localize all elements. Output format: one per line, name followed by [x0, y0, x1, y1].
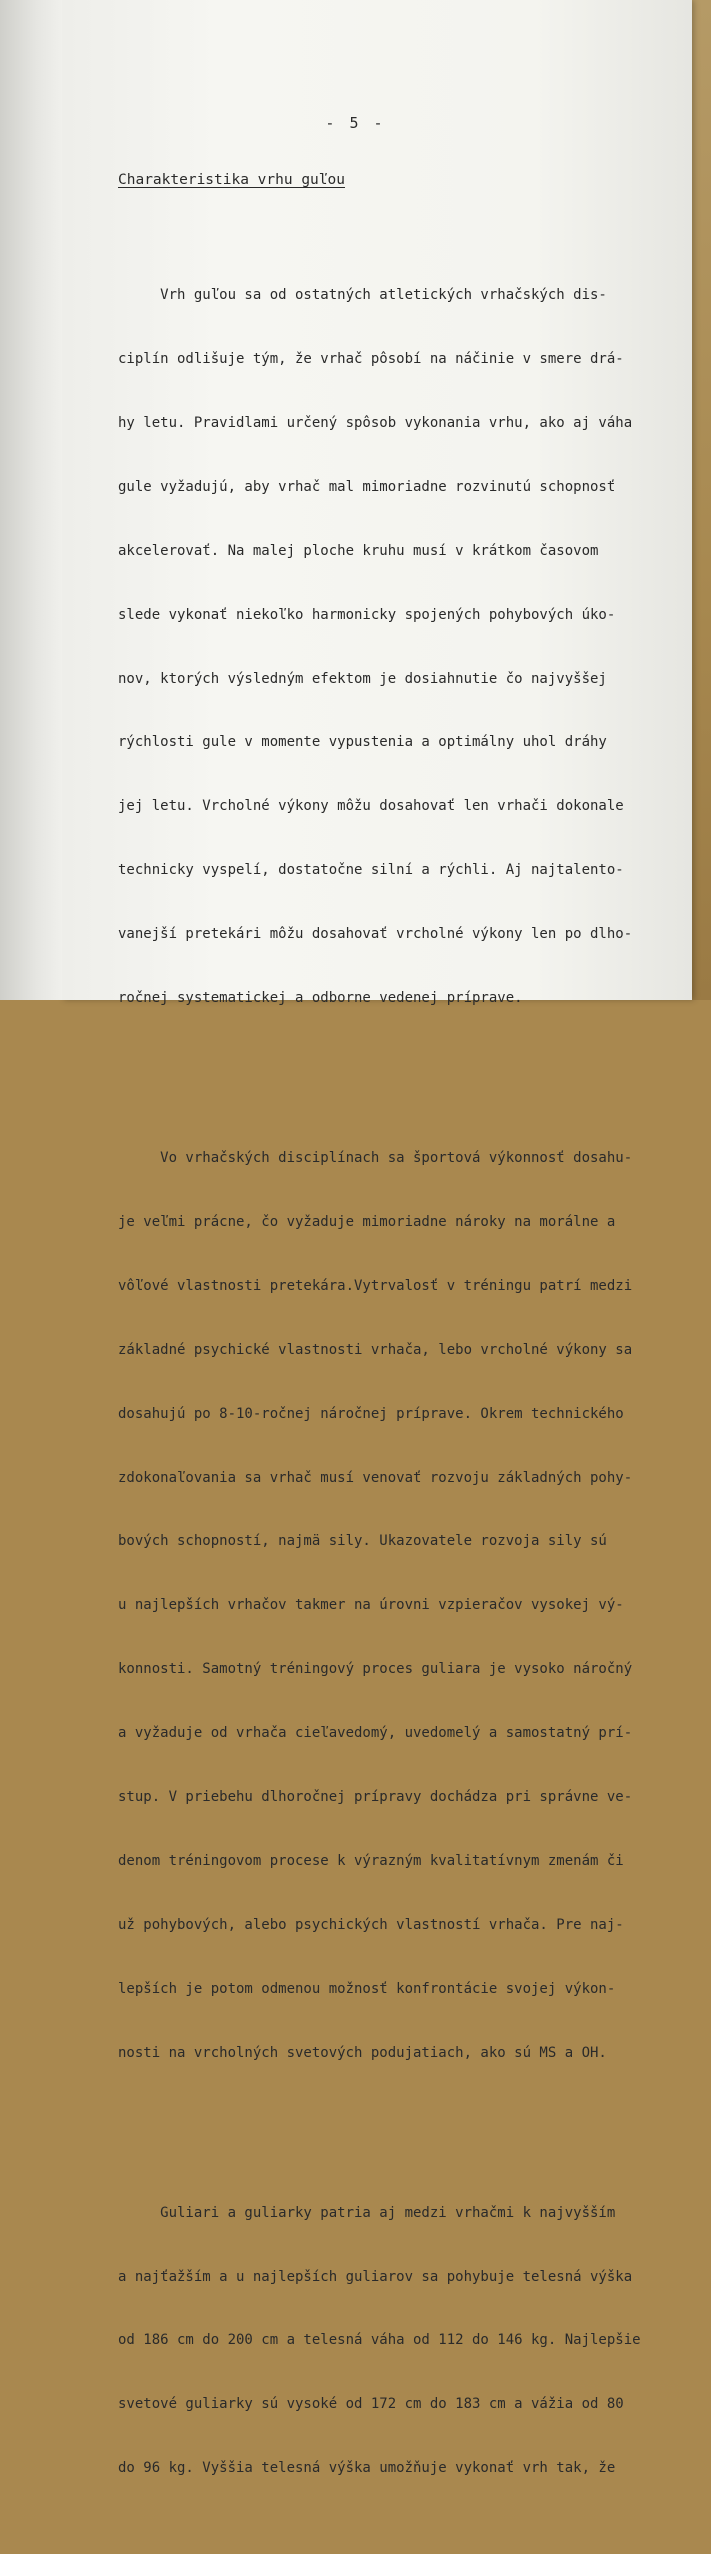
- text-line: u najlepších vrhačov takmer na úrovni vzpieračov vysokej vý-: [118, 1597, 624, 1614]
- text-line: hy letu. Pravidlami určený spôsob vykonania vrhu, ako aj váha: [118, 414, 633, 431]
- text-line: lepších je potom odmenou možnosť konfrontácie svojej výkon-: [118, 1980, 616, 1997]
- text-line: základné psychické vlastnosti vrhača, lebo vrcholné výkony sa: [118, 1341, 633, 1358]
- page-number: - 5 -: [325, 114, 386, 132]
- text-line: rýchlosti gule v momente vypustenia a optimálny uhol dráhy: [118, 734, 607, 751]
- text-line: bových schopností, najmä sily. Ukazovatele rozvoja sily sú: [118, 1533, 607, 1550]
- text-line: do 96 kg. Vyššia telesná výška umožňuje vykonať vrh tak, že: [118, 2460, 616, 2477]
- text-line: vôľové vlastnosti pretekára.Vytrvalosť v tréningu patrí medzi: [118, 1277, 633, 1294]
- text-line: nosti na vrcholných svetových podujatiach, ako sú MS a OH.: [118, 2044, 607, 2061]
- text-line: jej letu. Vrcholné výkony môžu dosahovať len vrhači dokonale: [118, 798, 624, 815]
- text-line: ciplín odlišuje tým, že vrhač pôsobí na náčinie v smere drá-: [118, 351, 624, 368]
- text-line: vanejší pretekári môžu dosahovať vrcholné výkony len po dlho-: [118, 926, 633, 943]
- page-binding-edge: [0, 0, 62, 1000]
- text-line: od 186 cm do 200 cm a telesná váha od 112 do 146 kg. Najlepšie: [118, 2332, 641, 2349]
- text-line: je veľmi prácne, čo vyžaduje mimoriadne nároky na morálne a: [118, 1213, 616, 1230]
- paragraph-3: [118, 2160, 641, 2522]
- section-heading: Charakteristika vrhu guľou: [118, 172, 345, 188]
- text-line: ročnej systematickej a odborne vedenej príprave.: [118, 989, 523, 1006]
- body-text: [118, 200, 641, 2554]
- text-line: zdokonaľovania sa vrhač musí venovať rozvoju základných pohy-: [118, 1469, 633, 1486]
- paragraph-1: [118, 243, 633, 1052]
- text-line: nov, ktorých výsledným efektom je dosiahnutie čo najvyššej: [118, 670, 607, 687]
- text-line: Vo vrhačských disciplínach sa športová výkonnosť dosahu-: [118, 1150, 633, 1167]
- text-line: a najťažším a u najlepších guliarov sa pohybuje telesná výška: [118, 2268, 633, 2285]
- text-line: už pohybových, alebo psychických vlastností vrhača. Pre naj-: [118, 1916, 624, 1933]
- text-line: gule vyžadujú, aby vrhač mal mimoriadne rozvinutú schopnosť: [118, 478, 616, 495]
- text-line: akcelerovať. Na malej ploche kruhu musí v krátkom časovom: [118, 542, 599, 559]
- text-line: svetové guliarky sú vysoké od 172 cm do 183 cm a vážia od 80: [118, 2396, 624, 2413]
- text-line: Guliari a guliarky patria aj medzi vrhačmi k najvyšším: [118, 2204, 616, 2221]
- text-line: a vyžaduje od vrhača cieľavedomý, uvedomelý a samostatný prí-: [118, 1725, 633, 1742]
- text-line: konnosti. Samotný tréningový proces guliara je vysoko náročný: [118, 1661, 633, 1678]
- text-line: denom tréningovom procese k výrazným kvalitatívnym zmenám či: [118, 1852, 624, 1869]
- text-line: dosahujú po 8-10-ročnej náročnej príprave. Okrem technického: [118, 1405, 624, 1422]
- text-line: technicky vyspelí, dostatočne silní a rýchli. Aj najtalento-: [118, 862, 624, 879]
- text-line: slede vykonať niekoľko harmonicky spojených pohybových úko-: [118, 606, 616, 623]
- paragraph-2: [118, 1105, 633, 2106]
- text-line: stup. V priebehu dlhoročnej prípravy dochádza pri správne ve-: [118, 1788, 633, 1805]
- text-line: Vrh guľou sa od ostatných atletických vrhačských dis-: [118, 287, 607, 304]
